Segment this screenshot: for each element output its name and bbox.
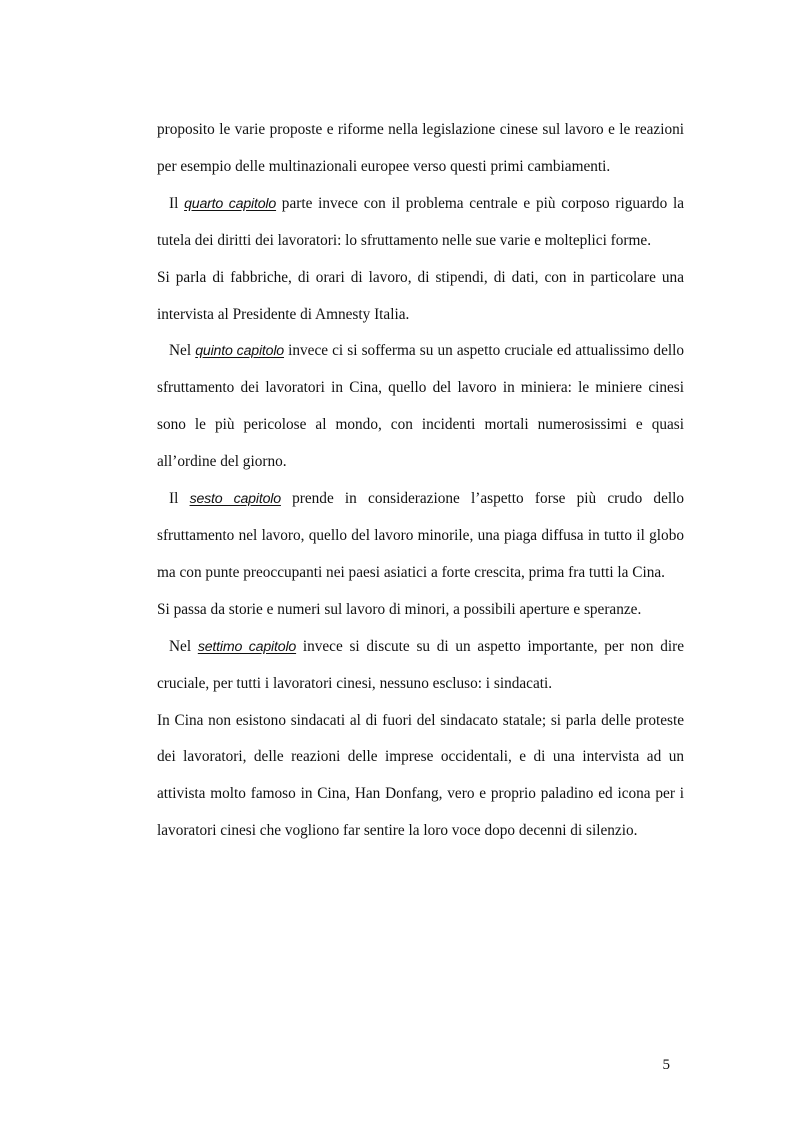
fourth-chapter-reference: quarto capitolo [184, 195, 277, 212]
paragraph-unions-china: In Cina non esistono sindacati al di fuori del sindacato statale; si parla delle proteste dei lavoratori, delle reazioni delle imprese occidentali, e di una intervista ad un attivista molto famoso in Cina, Han Donfang, vero e proprio paladino ed icona per i lavoratori cinesi che vogliono far sentire la loro voce dopo decenni di silenzio. [157, 711, 684, 840]
paragraph-fourth-chapter-text: parte invece con il problema centrale e più corposo riguardo la tutela dei diritti dei lavoratori: lo sfruttamento nelle sue varie e molteplici forme. [157, 194, 684, 249]
page-number: 5 [662, 1057, 670, 1073]
paragraph-minors-stories: Si passa da storie e numeri sul lavoro di minori, a possibili aperture e speranze. [157, 600, 642, 618]
paragraph-factories-interview: Si parla di fabbriche, di orari di lavoro, di stipendi, di dati, con in particolare una intervista al Presidente di Amnesty Italia. [157, 268, 684, 323]
sixth-chapter-reference: sesto capitolo [189, 491, 281, 508]
paragraph-sixth-chapter-lead: Il [169, 490, 190, 508]
document-page [157, 112, 684, 850]
seventh-chapter-reference: settimo capitolo [197, 638, 297, 655]
paragraph-seventh-chapter [157, 629, 684, 703]
fifth-chapter-reference: quinto capitolo [195, 343, 284, 360]
paragraph-fifth-chapter [157, 333, 684, 481]
paragraph-fifth-chapter-lead: Nel [169, 342, 196, 360]
paragraph-seventh-chapter-text: invece si discute su di un aspetto importante, per non dire cruciale, per tutti i lavoratori cinesi, nessuno escluso: i sindacati. [157, 637, 684, 692]
paragraph-fifth-chapter-text: invece ci si sofferma su un aspetto cruciale ed attualissimo dello sfruttamento dei lavoratori in Cina, quello del lavoro in miniera: le miniere cinesi sono le più pericolose al mondo, con incidenti mortali numerosissimi e quasi all’ordine del giorno. [157, 342, 685, 471]
paragraph-sixth-chapter [157, 481, 684, 592]
paragraph-seventh-chapter-lead: Nel [169, 637, 198, 655]
paragraph-sixth-chapter-text: prende in considerazione l’aspetto forse più crudo dello sfruttamento nel lavoro, quello del lavoro minorile, una piaga diffusa in tutto il globo ma con punte preoccupanti nei paesi asiatici a forte crescita, prima fra tutti la Cina. [157, 490, 685, 581]
paragraph-fourth-chapter [157, 186, 684, 260]
paragraph-fourth-chapter-lead: Il [169, 194, 185, 212]
paragraph-legislation-reforms: proposito le varie proposte e riforme nella legislazione cinese sul lavoro e le reazioni per esempio delle multinazionali europee verso questi primi cambiamenti. [157, 121, 684, 175]
